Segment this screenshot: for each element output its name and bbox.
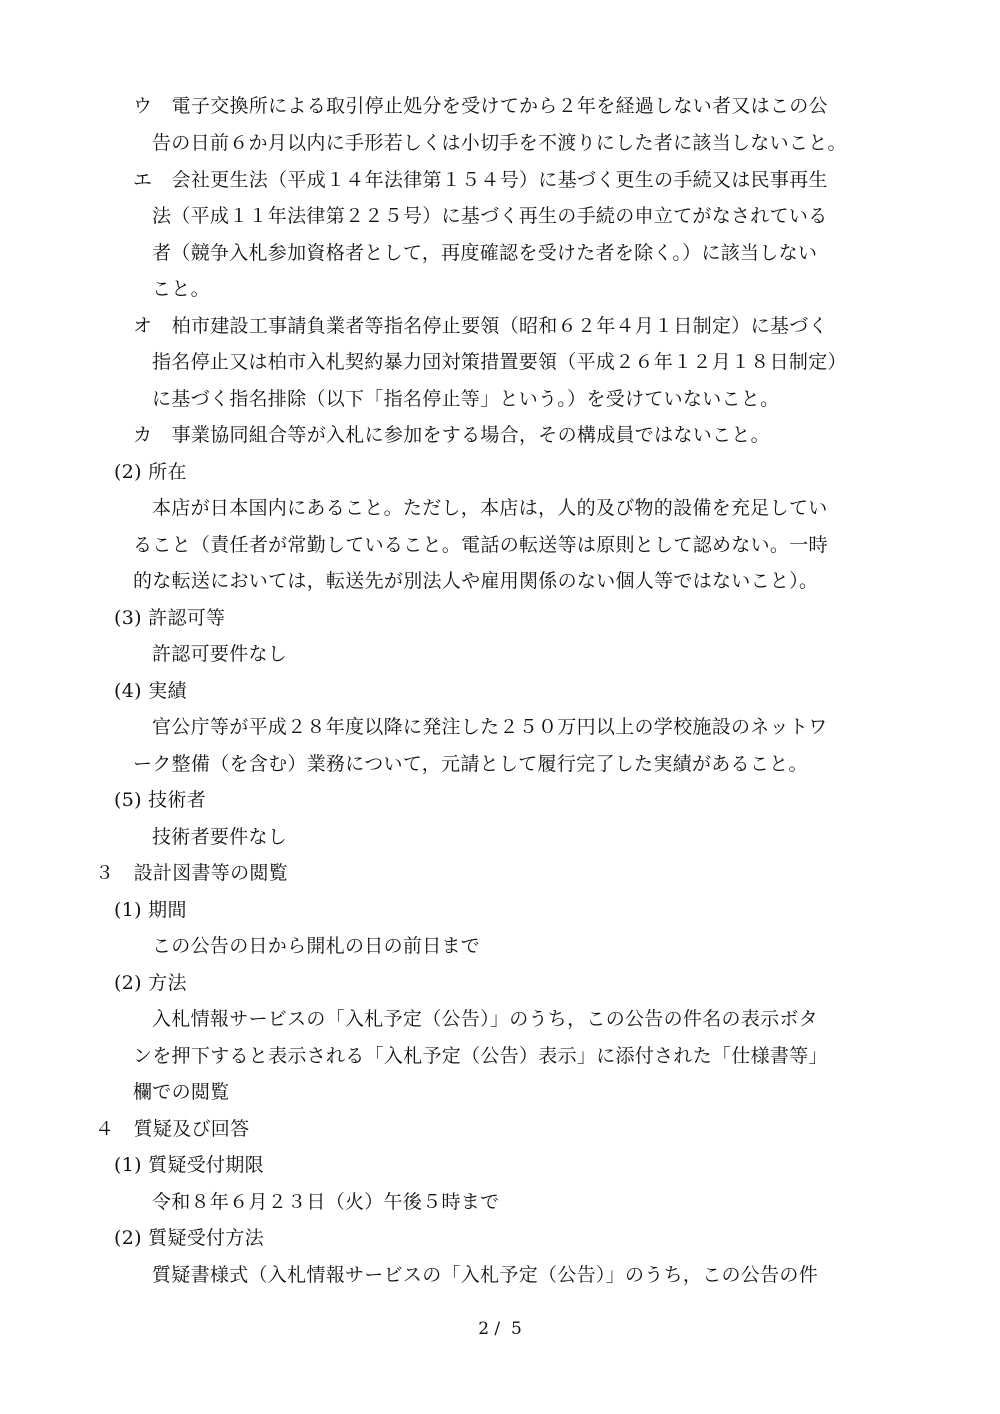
method-line-1: 入札情報サービスの「入札予定（公告）」のうち，この公告の件名の表示ボタ <box>152 1008 819 1030</box>
item-ka-line-1: カ 事業協同組合等が入札に参加をする場合，その構成員ではないこと。 <box>133 424 770 446</box>
item-e-line-2: 法（平成１１年法律第２２５号）に基づく再生の手続の申立てがなされている <box>152 205 828 227</box>
item-o-line-3: に基づく指名排除（以下「指名停止等」という。）を受けていないこと。 <box>152 388 780 410</box>
page-number: 2 / 5 <box>478 1319 522 1339</box>
heading-permits: (3) 許認可等 <box>114 607 226 629</box>
heading-question-deadline: (1) 質疑受付期限 <box>114 1154 264 1176</box>
item-o-line-2: 指名停止又は柏市入札契約暴力団対策措置要領（平成２６年１２月１８日制定） <box>152 351 847 373</box>
item-u-line-1: ウ 電子交換所による取引停止処分を受けてから２年を経過しない者又はこの公 <box>133 95 828 117</box>
item-e-line-1: エ 会社更生法（平成１４年法律第１５４号）に基づく更生の手続又は民事再生 <box>133 169 828 191</box>
heading-method: (2) 方法 <box>114 972 187 994</box>
track-record-line-2: ーク整備（を含む）業務について，元請として履行完了した実績があること。 <box>133 753 808 775</box>
section-3-heading: ３ 設計図書等の閲覧 <box>95 862 289 884</box>
question-deadline-line-1: 令和８年６月２３日（火）午後５時まで <box>152 1191 500 1213</box>
item-e-line-3: 者（競争入札参加資格者として，再度確認を受けた者を除く。）に該当しない <box>152 242 818 264</box>
heading-track-record: (4) 実績 <box>114 680 187 702</box>
period-line-1: この公告の日から開札の日の前日まで <box>152 935 481 957</box>
method-line-2: ンを押下すると表示される「入札予定（公告）表示」に添付された「仕様書等」 <box>133 1045 828 1067</box>
engineer-line-1: 技術者要件なし <box>152 826 288 848</box>
heading-period: (1) 期間 <box>114 899 187 921</box>
heading-question-method: (2) 質疑受付方法 <box>114 1227 264 1249</box>
item-e-line-4: こと。 <box>152 278 210 300</box>
heading-engineer: (5) 技術者 <box>114 789 207 811</box>
permits-line-1: 許認可要件なし <box>152 643 288 665</box>
location-line-2: ること（責任者が常勤していること。電話の転送等は原則として認めない。一時 <box>133 534 828 556</box>
section-4-heading: ４ 質疑及び回答 <box>95 1118 250 1140</box>
heading-location: (2) 所在 <box>114 461 187 483</box>
location-line-1: 本店が日本国内にあること。ただし，本店は，人的及び物的設備を充足してい <box>152 497 828 519</box>
item-u-line-2: 告の日前６か月以内に手形若しくは小切手を不渡りにした者に該当しないこと。 <box>152 132 847 154</box>
location-line-3: 的な転送においては，転送先が別法人や雇用関係のない個人等ではないこと）。 <box>133 570 819 592</box>
method-line-3: 欄での閲覧 <box>133 1081 230 1103</box>
track-record-line-1: 官公庁等が平成２８年度以降に発注した２５０万円以上の学校施設のネットワ <box>152 716 828 738</box>
item-o-line-1: オ 柏市建設工事請負業者等指名停止要領（昭和６２年４月１日制定）に基づく <box>133 315 828 337</box>
question-method-line-1: 質疑書様式（入札情報サービスの「入札予定（公告）」のうち，この公告の件 <box>152 1264 819 1286</box>
